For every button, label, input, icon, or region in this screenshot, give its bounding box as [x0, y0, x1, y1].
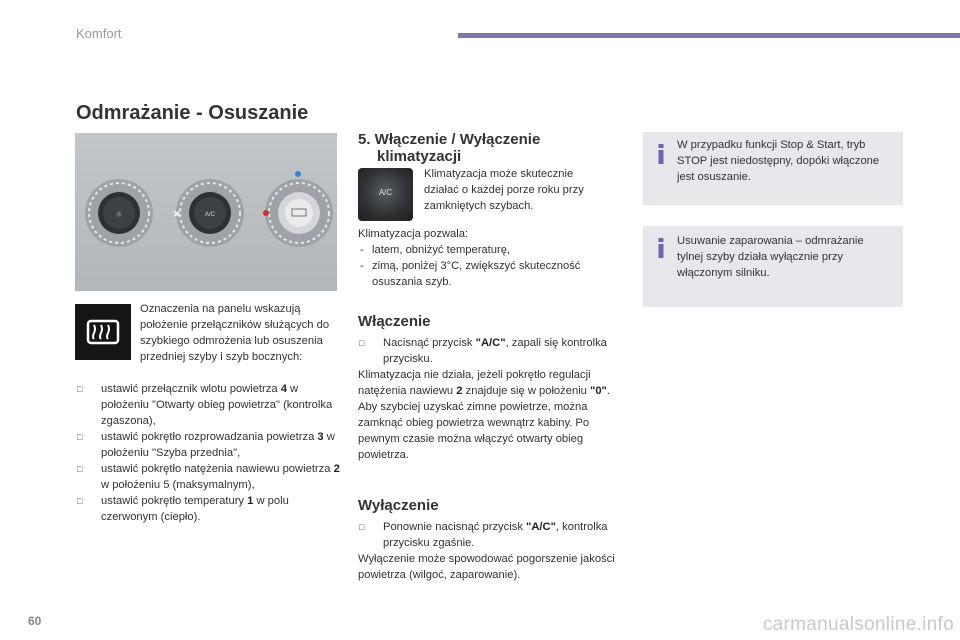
step-item: □ ustawić pokrętło rozprowadzania powietrza 3 w położeniu "Szyba przednia", — [76, 429, 341, 461]
distribution-knob — [263, 171, 333, 247]
svg-text:☼: ☼ — [115, 210, 123, 219]
info-icon — [657, 144, 665, 164]
info-icon — [657, 238, 665, 258]
ac-description: Klimatyzacja może skutecznie działać o każdej porze roku przy zamkniętych szybach. — [424, 168, 584, 212]
on-heading: Włączenie — [358, 313, 431, 330]
ac-section-heading: 5. Włączenie / Wyłączenie klimatyzacji — [358, 131, 541, 165]
ac-benefits: Klimatyzacja pozwala: - latem, obniżyć temperaturę, - zimą, poniżej 3°C, zwiększyć skuteczność osuszania szyb. — [358, 226, 623, 290]
step-item: □ ustawić pokrętło natężenia nawiewu powietrza 2 w położeniu 5 (maksymalnym), — [76, 461, 341, 493]
off-instructions: □ Ponownie nacisnąć przycisk "A/C", kontrolka przycisku zgaśnie. Wyłączenie może spowodować pogorszenie jakości powietrza (wilgoć, zaparowanie). — [358, 519, 620, 583]
off-heading: Wyłączenie — [358, 497, 439, 514]
watermark: carmanualsonline.info — [762, 614, 954, 635]
step-item: □ ustawić pokrętło temperatury 1 w polu czerwonym (ciepło). — [76, 493, 341, 525]
section-label: Komfort — [76, 26, 122, 41]
panel-ac-label: A/C — [204, 212, 216, 218]
info-box-stop-start — [643, 132, 903, 205]
rear-defrost-icon — [75, 304, 131, 360]
info-text-stop-start: W przypadku funkcji Stop & Start, tryb STOP jest niedostępny, dopóki włączone jest osuszanie. — [677, 139, 880, 183]
step-item: □ ustawić przełącznik wlotu powietrza 4 w położeniu "Otwarty obieg powietrza" (kontrolka zgaszona), — [76, 381, 341, 429]
ac-button-image — [358, 168, 413, 221]
svg-text:✖: ✖ — [173, 210, 181, 220]
fan-knob — [173, 179, 244, 247]
temperature-knob — [85, 179, 153, 247]
info-box-rear-defrost — [643, 226, 903, 307]
page-title: Odmrażanie - Osuszanie — [76, 102, 309, 124]
climate-panel-drawing — [75, 133, 337, 291]
header-bar — [458, 33, 960, 38]
panel-intro: Oznaczenia na panelu wskazują położenie przełączników służących do szybkiego odmrożenia lub osuszenia przedniej szyby i szyb bocznych: — [140, 303, 330, 363]
on-instructions: □ Nacisnąć przycisk "A/C", zapali się kontrolka przycisku. Klimatyzacja nie działa, jeżeli pokrętło regulacji natężenia nawiewu 2 znajduje się w położeniu "0". Aby szybciej uzyskać zimne powietrze, można zamknąć obieg powietrza wewnątrz kabiny. Po pewnym czasie można włączyć otwarty obieg powietrza. — [358, 335, 620, 463]
ac-button-label: A/C — [378, 188, 393, 197]
climate-panel-photo — [75, 133, 337, 291]
page-number: 60 — [28, 614, 42, 628]
defrost-steps — [76, 381, 341, 525]
info-text-rear-defrost: Usuwanie zaparowania – odmrażanie tylnej szyby działa wyłącznie przy włączonym silniku. — [677, 235, 864, 279]
